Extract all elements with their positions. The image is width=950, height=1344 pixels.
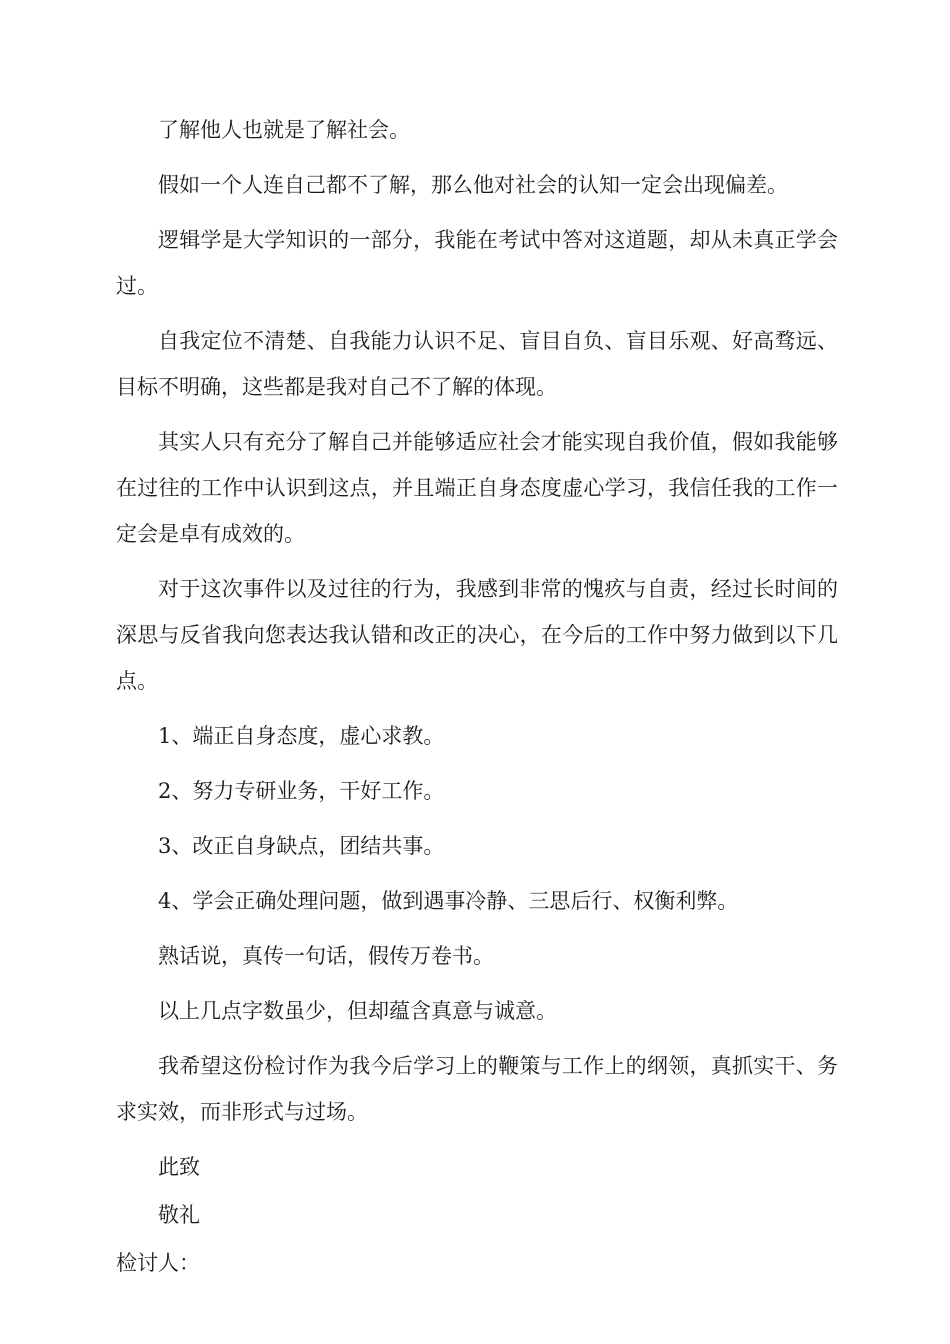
closing-paragraph: 我希望这份检讨作为我今后学习上的鞭策与工作上的纲领，真抓实干、务求实效，而非形式与过场。 (116, 1054, 838, 1124)
salutation-jingli: 敬礼 (158, 1203, 200, 1227)
list-item: 2、努力专研业务，干好工作。 (158, 779, 445, 803)
list-item: 3、改正自身缺点，团结共事。 (158, 834, 445, 858)
paragraph: 了解他人也就是了解社会。 (158, 118, 410, 142)
document-body (116, 107, 838, 1286)
list-item: 1、端正自身态度，虚心求教。 (158, 724, 445, 748)
signature-label: 检讨人： (116, 1251, 200, 1275)
paragraph: 自我定位不清楚、自我能力认识不足、盲目自负、盲目乐观、好高骛远、目标不明确，这些都是我对自己不了解的体现。 (116, 329, 838, 399)
paragraph: 逻辑学是大学知识的一部分，我能在考试中答对这道题，却从未真正学会过。 (116, 228, 838, 298)
paragraph: 其实人只有充分了解自己并能够适应社会才能实现自我价值，假如我能够在过往的工作中认识到这点，并且端正自身态度虚心学习，我信任我的工作一定会是卓有成效的。 (116, 430, 838, 546)
paragraph: 假如一个人连自己都不了解，那么他对社会的认知一定会出现偏差。 (158, 173, 788, 197)
closing-paragraph: 熟话说，真传一句话，假传万卷书。 (158, 944, 494, 968)
list-item: 4、学会正确处理问题，做到遇事冷静、三思后行、权衡利弊。 (158, 889, 739, 913)
closing-paragraph: 以上几点字数虽少，但却蕴含真意与诚意。 (158, 999, 557, 1023)
paragraph: 对于这次事件以及过往的行为，我感到非常的愧疚与自责，经过长时间的深思与反省我向您表达我认错和改正的决心，在今后的工作中努力做到以下几点。 (116, 577, 838, 693)
salutation-cizhi: 此致 (158, 1155, 200, 1179)
